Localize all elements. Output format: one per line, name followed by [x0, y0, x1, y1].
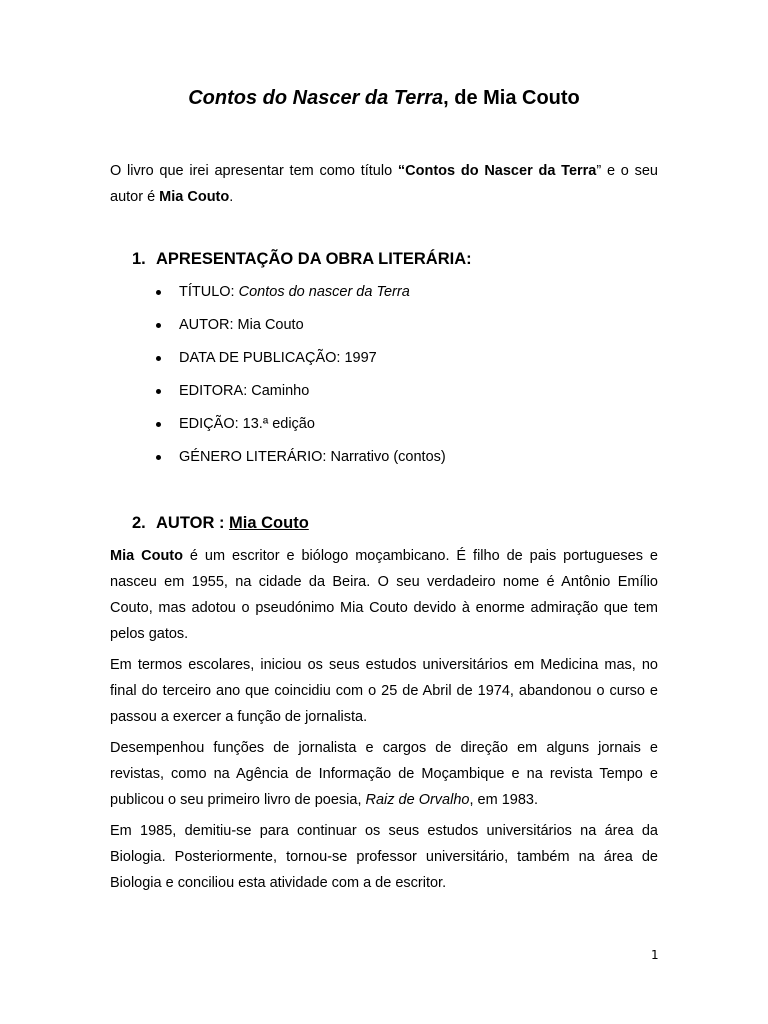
- title-author: , de Mia Couto: [443, 87, 580, 109]
- page-number: 1: [651, 948, 659, 962]
- paragraph: [110, 543, 658, 647]
- list-item: [156, 314, 446, 347]
- paragraph: Em termos escolares, iniciou os seus estudos universitários em Medicina mas, no final do terceiro ano que coincidiu com o 25 de Abril de 1974, abandonou o curso e passou a exercer a função de jornalista.: [110, 657, 658, 725]
- document-title: [0, 85, 768, 111]
- book-title: Contos do Nascer da Terra: [188, 87, 444, 109]
- section-title: AUTOR :: [156, 514, 230, 532]
- intro-text: O livro que irei apresentar tem como título: [110, 163, 398, 179]
- item-label: DATA DE PUBLICAÇÃO:: [179, 350, 345, 366]
- paragraph-text: Desempenhou funções de jornalista e cargos de direção em alguns jornais e revistas, como na Agência de Informação de Moçambique e na revista Tempo e publicou o seu primeiro livro de poesia,: [110, 740, 658, 808]
- paragraph: [110, 735, 658, 813]
- paragraph-text: é um escritor e biólogo moçambicano. É filho de pais portugueses e nasceu em 1955, na cidade da Beira. O seu verdadeiro nome é Antônio Emílio Couto, mas adotou o pseudónimo Mia Couto devido à enorme admiração que tem pelos gatos.: [110, 548, 658, 642]
- item-value: Mia Couto: [237, 317, 304, 333]
- list-item: [156, 380, 446, 413]
- section-heading-author: [132, 512, 309, 534]
- item-label: AUTOR:: [179, 317, 238, 333]
- section-number: 1.: [132, 250, 146, 268]
- author-name-underlined: Mia Couto: [229, 514, 309, 532]
- intro-author: Mia Couto: [159, 189, 230, 205]
- item-value: 13.ª edição: [242, 416, 315, 432]
- item-value: Contos do nascer da Terra: [238, 284, 410, 300]
- intro-book-title: “Contos do Nascer da Terra: [397, 163, 597, 179]
- intro-text: ” e o seu autor é: [110, 163, 658, 205]
- item-value: Narrativo (contos): [330, 449, 446, 465]
- item-label: EDIÇÃO:: [179, 416, 243, 432]
- list-item: [156, 347, 446, 380]
- paragraph: Em 1985, demitiu-se para continuar os seus estudos universitários na área da Biologia. Posteriormente, tornou-se professor universitário, também na área de Biologia e conciliou esta atividade com a de escritor.: [110, 823, 658, 891]
- item-label: EDITORA:: [179, 383, 252, 399]
- book-details-list: [156, 281, 446, 479]
- item-label: TÍTULO:: [179, 284, 239, 300]
- book-title: Raiz de Orvalho: [365, 792, 470, 808]
- item-value: 1997: [344, 350, 377, 366]
- item-label: GÉNERO LITERÁRIO:: [179, 449, 331, 465]
- author-name: Mia Couto: [110, 548, 183, 564]
- list-item: [156, 446, 446, 479]
- section-heading-presentation: [132, 248, 472, 270]
- intro-text: .: [229, 189, 234, 205]
- section-number: 2.: [132, 514, 146, 532]
- item-value: Caminho: [251, 383, 310, 399]
- section-title: APRESENTAÇÃO DA OBRA LITERÁRIA:: [156, 250, 472, 268]
- intro-paragraph: [110, 158, 658, 210]
- list-item: [156, 413, 446, 446]
- author-biography: [110, 543, 658, 901]
- list-item: [156, 281, 446, 314]
- paragraph-text: , em 1983.: [469, 792, 538, 808]
